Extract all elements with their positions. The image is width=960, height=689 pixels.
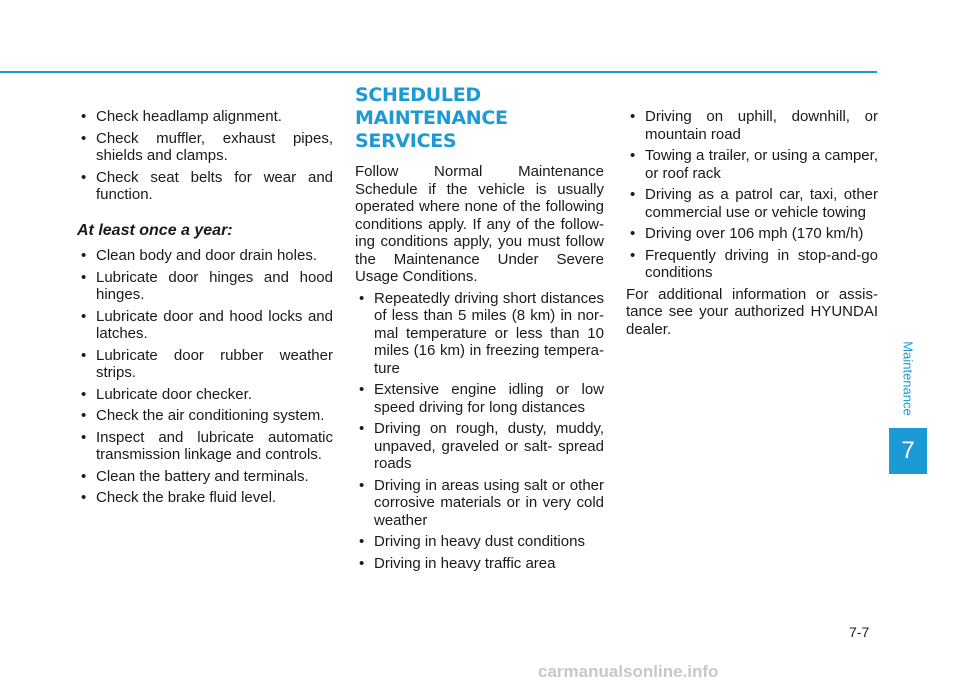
yearly-subheading: At least once a year: <box>77 221 233 239</box>
list-item: • Clean the battery and terminals. <box>77 468 333 486</box>
list-item: • Driving in heavy traffic area <box>355 555 604 573</box>
column-right <box>626 108 878 342</box>
list-item: • Driving on rough, dusty, muddy, unpaved, graveled or salt- spread roads <box>355 420 604 473</box>
list-item: • Driving in heavy dust conditions <box>355 533 604 551</box>
list-item: • Check seat belts for wear and function. <box>77 169 333 204</box>
list-item: • Repeatedly driving short distances of less than 5 miles (8 km) in nor-mal temperature or less than 10 miles (16 km) in freezing tempera-ture <box>355 290 604 378</box>
list-item: • Check muffler, exhaust pipes, shields and clamps. <box>77 130 333 165</box>
section-title-line2: SERVICES <box>355 130 457 152</box>
page-number: 7-7 <box>849 624 870 640</box>
list-item: • Driving on uphill, downhill, or mountain road <box>626 108 878 143</box>
list-item: • Driving as a patrol car, taxi, other commercial use or vehicle towing <box>626 186 878 221</box>
severe-conditions-list <box>355 290 604 573</box>
chapter-tab: 7 <box>889 428 927 474</box>
severe-conditions-list-continued <box>626 108 878 282</box>
list-item: • Frequently driving in stop-and-go conditions <box>626 247 878 282</box>
section-title-line1: SCHEDULED MAINTENANCE <box>355 84 508 129</box>
list-item: • Towing a trailer, or using a camper, or roof rack <box>626 147 878 182</box>
list-item: • Extensive engine idling or low speed driving for long distances <box>355 381 604 416</box>
list-item: • Lubricate door and hood locks and latches. <box>77 308 333 343</box>
section-title <box>355 84 604 153</box>
watermark: carmanualsonline.info <box>538 662 719 681</box>
checklist-yearly <box>77 247 333 507</box>
list-item: • Lubricate door checker. <box>77 386 333 404</box>
intro-paragraph: Follow Normal Maintenance Schedule if the vehicle is usually operated where none of the following conditions apply. If any of the follow-ing conditions apply, you must follow the Maintenance Under Severe Usage Conditions. <box>355 163 604 285</box>
closing-paragraph: For additional information or assis-tance see your authorized HYUNDAI dealer. <box>626 285 878 338</box>
list-item: • Inspect and lubricate automatic transmission linkage and controls. <box>77 429 333 464</box>
list-item: • Check the air conditioning system. <box>77 407 333 425</box>
chapter-side-label-text: Maintenance <box>900 340 916 416</box>
list-item: • Check headlamp alignment. <box>77 108 333 126</box>
column-middle <box>355 84 604 576</box>
list-item: • Lubricate door rubber weather strips. <box>77 347 333 382</box>
checklist-top <box>77 108 333 204</box>
list-item: • Driving in areas using salt or other corrosive materials or in very cold weather <box>355 477 604 530</box>
column-left <box>77 108 333 511</box>
header-rule <box>0 71 877 73</box>
list-item: • Check the brake fluid level. <box>77 489 333 507</box>
list-item: • Lubricate door hinges and hood hinges. <box>77 269 333 304</box>
list-item: • Clean body and door drain holes. <box>77 247 333 265</box>
chapter-side-label <box>889 330 927 426</box>
list-item: • Driving over 106 mph (170 km/h) <box>626 225 878 243</box>
